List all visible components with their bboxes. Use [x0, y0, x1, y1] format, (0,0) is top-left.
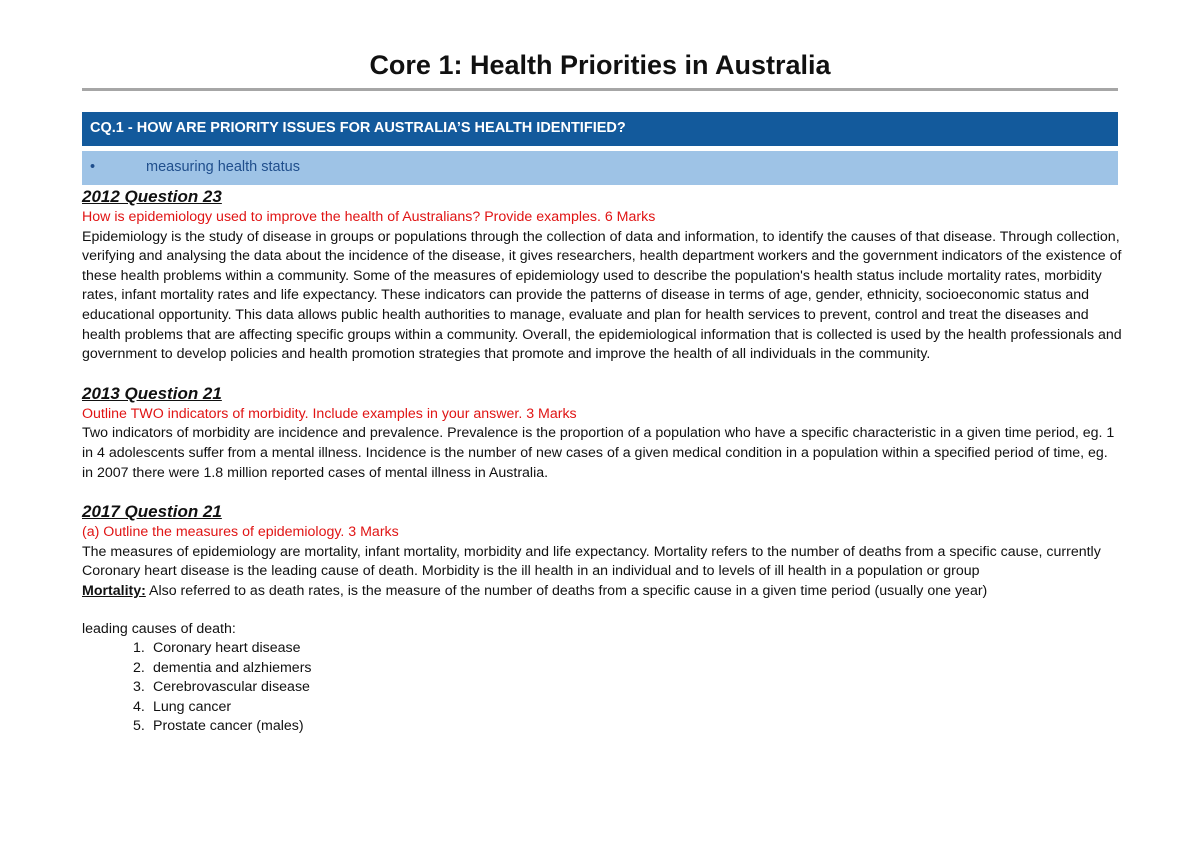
mortality-definition: [82, 582, 1122, 602]
list-number: 2.: [133, 659, 145, 676]
list-item: [133, 659, 1122, 679]
question-2012-section: [82, 186, 1122, 365]
question-prompt: Outline TWO indicators of morbidity. Include examples in your answer. 3 Marks: [82, 405, 577, 422]
bullet-icon: •: [90, 159, 96, 175]
list-item-text: Cerebrovascular disease: [153, 679, 310, 696]
list-item: [133, 678, 1122, 698]
list-number: 5.: [133, 718, 145, 735]
causes-heading: leading causes of death:: [82, 620, 236, 637]
list-item-text: Prostate cancer (males): [153, 718, 304, 735]
mortality-text: Also referred to as death rates, is the measure of the number of deaths from a specific cause in a given time period (usually one year): [145, 582, 988, 599]
section-gap: [82, 483, 1122, 501]
question-heading: 2013 Question 21: [82, 383, 222, 403]
list-number: 3.: [133, 679, 145, 696]
paragraph-gap: [82, 602, 1122, 620]
dot-point-text: measuring health status: [146, 159, 300, 175]
list-item: [133, 639, 1122, 659]
question-prompt: (a) Outline the measures of epidemiology. 3 Marks: [82, 524, 399, 541]
answer-text: The measures of epidemiology are mortality, infant mortality, morbidity and life expectancy. Mortality refers to the number of deaths from a specific cause, currently Coronary heart disease is the leading cause of death. Morbidity is the ill health in an individual and to levels of ill health in a population or group: [82, 543, 1101, 580]
question-2013-section: [82, 383, 1122, 483]
document-title: Core 1: Health Priorities in Australia: [369, 50, 831, 80]
answer-text: Epidemiology is the study of disease in groups or populations through the collection of data and information, to identify the causes of that disease. Through collection, verifying and analysing the data about the incidence of the disease, it gives researchers, health department workers and the government indicators of the existence of these health problems within a community. Some of the measures of epidemiology used to describe the population's health status include mortality rates, morbidity rates, infant mortality rates and life expectancy. These indicators can provide the patterns of disease in terms of age, gender, ethnicity, socioeconomic status and educational opportunity. This data allows public health authorities to manage, evaluate and plan for health services to prevent, control and treat the diseases and health problems that are affecting specific groups within a community. Overall, the epidemiological information that is collected is used by the health professionals and government to develop policies and health promotion strategies that promote and improve the health of all individuals in the community.: [82, 228, 1122, 363]
list-number: 1.: [133, 640, 145, 657]
list-number: 4.: [133, 698, 145, 715]
answer-text: Two indicators of morbidity are incidence and prevalence. Prevalence is the proportion of a population who have a specific characteristic in a given time period, eg. 1 in 4 adolescents suffer from a mental illness. Incidence is the number of new cases of a given medical condition in a population within a specified period of time, eg. in 2007 there were 1.8 million reported cases of mental illness in Australia.: [82, 425, 1115, 481]
mortality-label: Mortality:: [82, 582, 146, 599]
document-content: [82, 186, 1122, 737]
title-divider: [82, 88, 1118, 91]
list-item-text: Lung cancer: [153, 698, 232, 715]
question-prompt: How is epidemiology used to improve the health of Australians? Provide examples. 6 Marks: [82, 209, 656, 225]
section-gap: [82, 365, 1122, 383]
list-item: [133, 698, 1122, 718]
causes-list: [82, 639, 1122, 737]
question-heading: 2017 Question 21: [82, 502, 222, 522]
list-item-text: dementia and alzhiemers: [153, 659, 312, 676]
question-heading: 2012 Question 23: [82, 187, 222, 206]
list-item: [133, 717, 1122, 737]
content-dot-point-banner: [82, 151, 1118, 185]
list-item-text: Coronary heart disease: [153, 640, 301, 657]
focus-question-banner: CQ.1 - HOW ARE PRIORITY ISSUES FOR AUSTRALIA’S HEALTH IDENTIFIED?: [82, 112, 1118, 146]
question-2017-section: [82, 501, 1122, 737]
